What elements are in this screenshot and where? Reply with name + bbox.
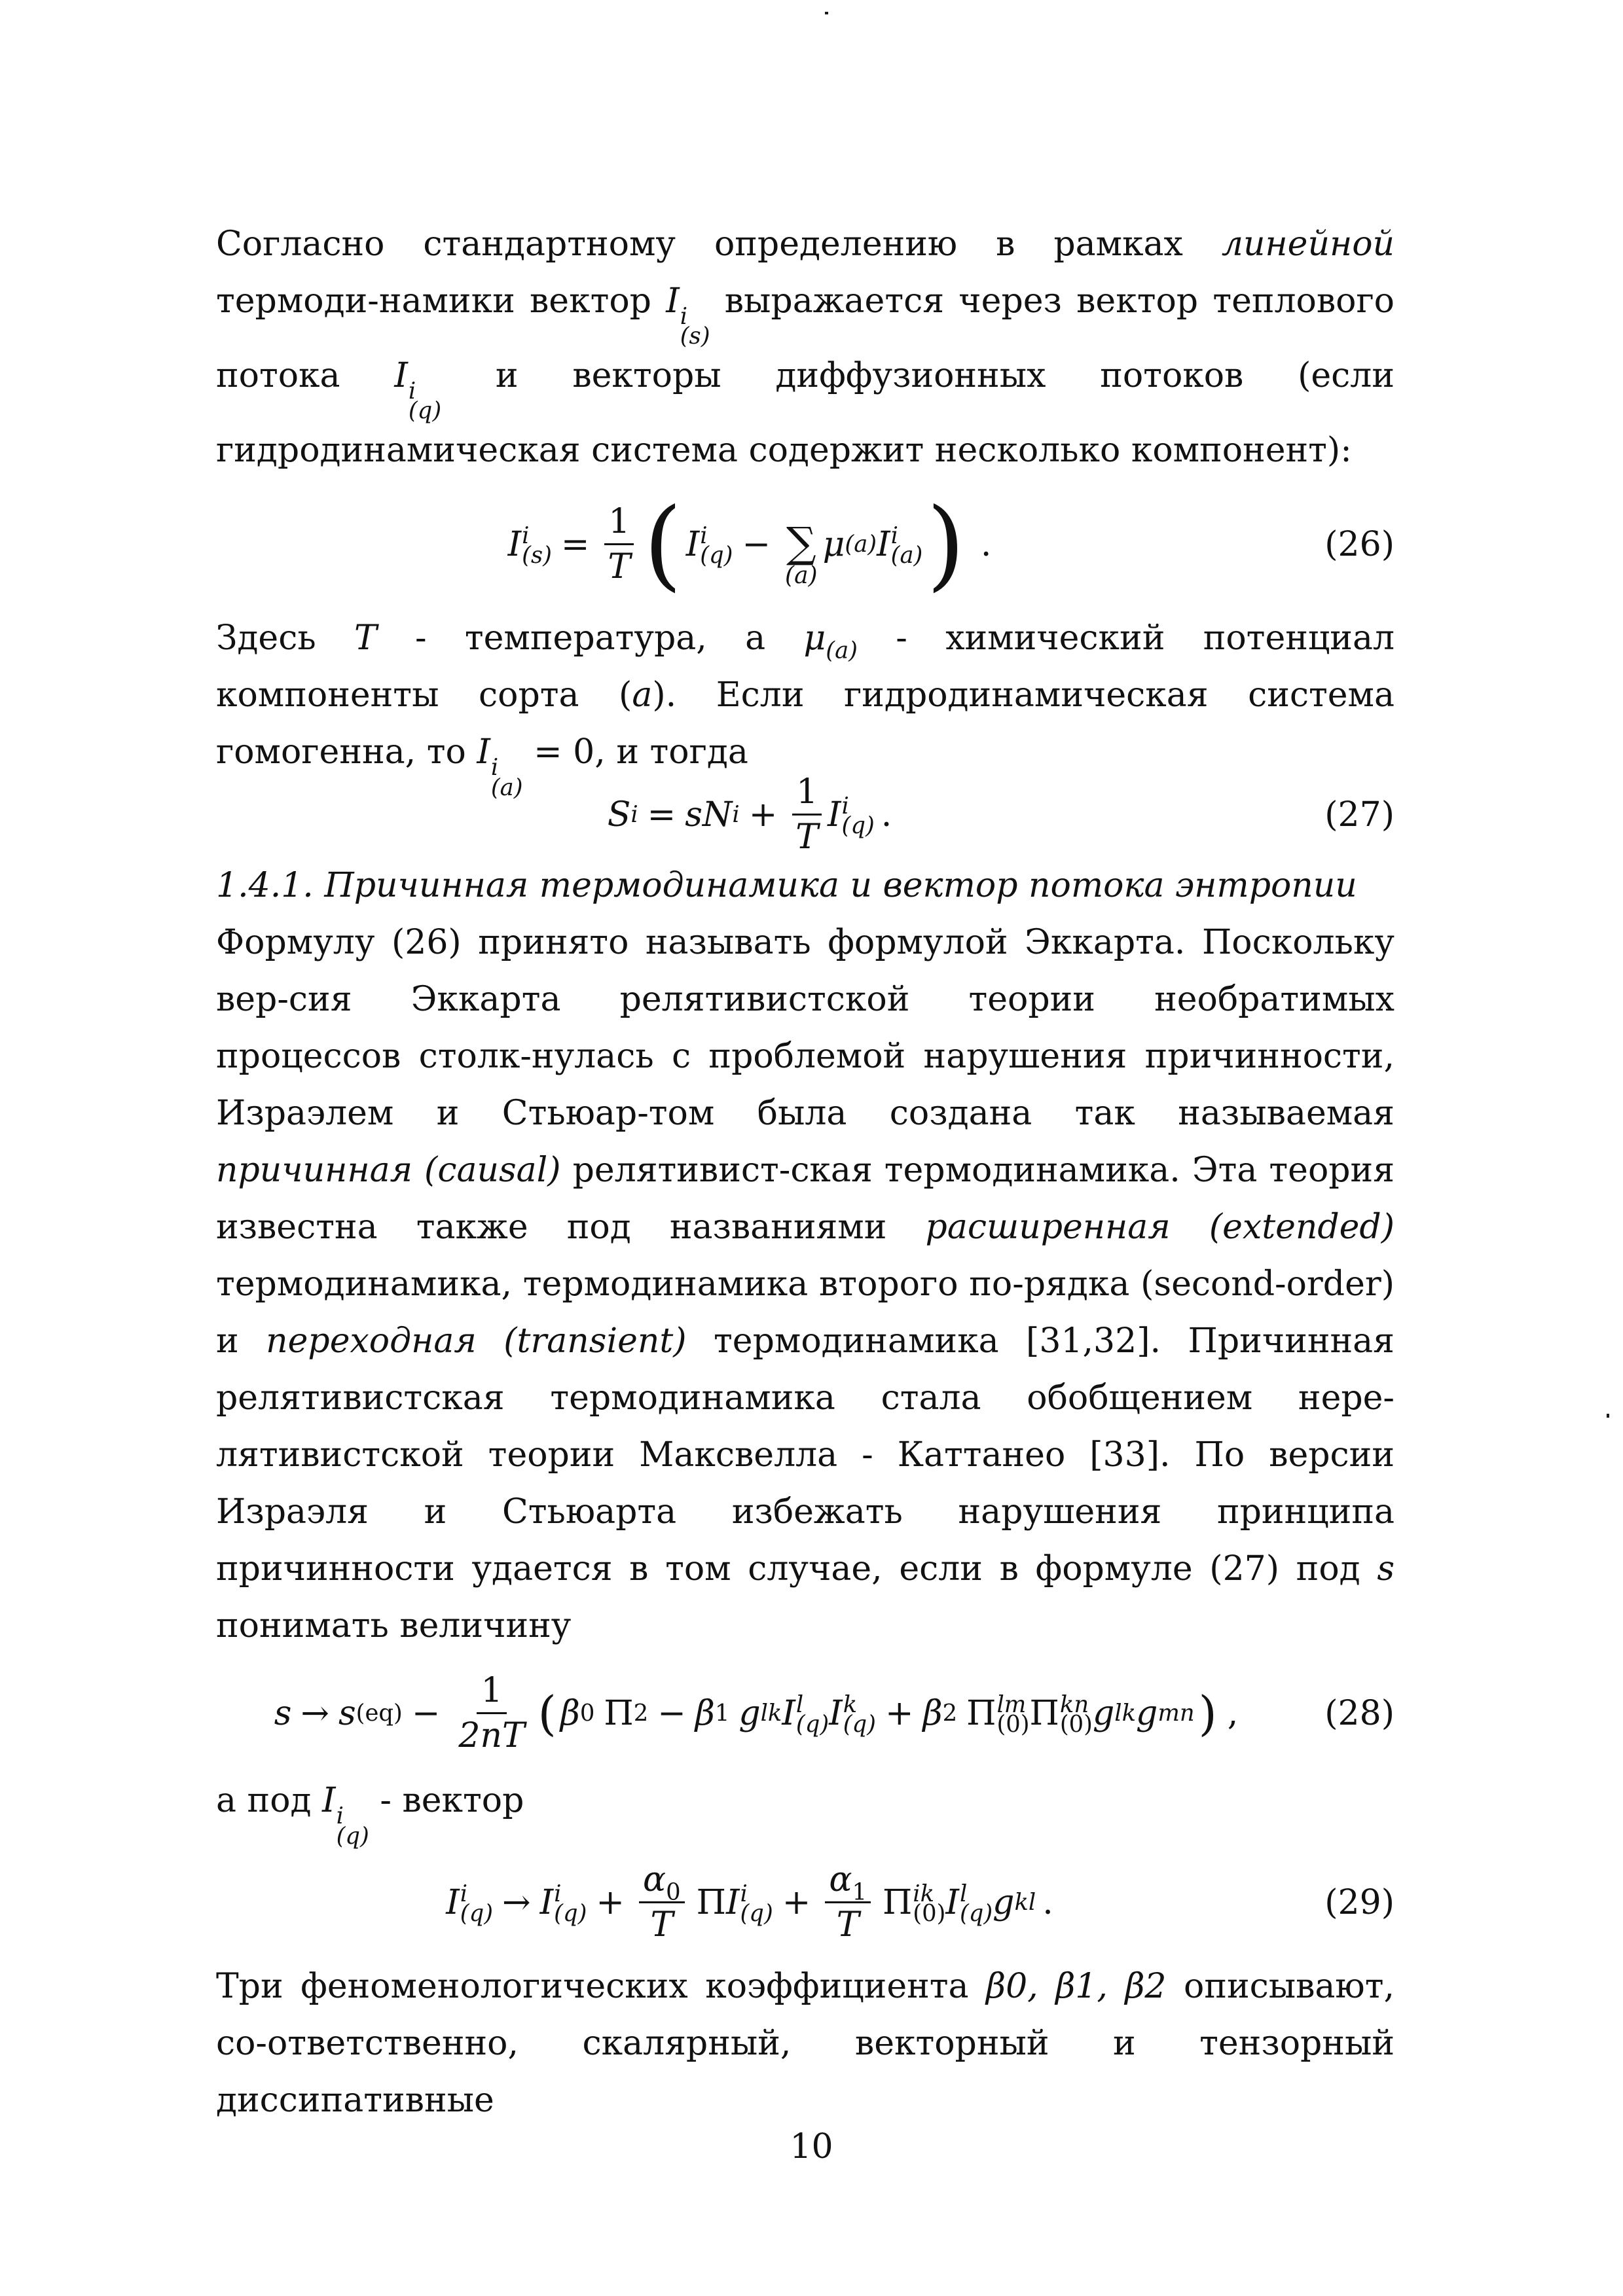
- page-content: [216, 216, 1395, 2129]
- emphasis-linear: линейной: [1221, 224, 1395, 264]
- scan-speck: [1607, 1414, 1609, 1418]
- inline-math-I-q: I i (q): [322, 1781, 369, 1850]
- equation-29: I i (q) → I i (q) + $\frac{\alpha_0}{T}$ Π I i (q) + $\frac{\alpha_1}{T}$ Π ik (0) I l (q) g kl . (29): [446, 1859, 1395, 1945]
- inline-math-mu-a: $\mu_{(a)}$: [803, 619, 858, 664]
- inline-math-I-q: I i (q): [394, 356, 442, 425]
- paragraph-3: Формулу (26) принято называть формулой Эккарта. Поскольку вер-сия Эккарта релятивистской теории необратимых процессов столк-нулась с проблемой нарушения причинности, Израэлем и Стьюар-том была создана так называемая причинная (causal) релятивист-ская термодинамика. Эта теория известна также под названиями расширенная (extended) термодинамика, термодинамика второго по-рядка (second-order) и переходная (transient) термодинамика [31,32]. Причинная релятивистская термодинамика стала обобщением нере-лятивистской теории Максвелла - Каттанео [33]. По версии Израэля и Стьюарта избежать нарушения принципа причинности удается в том случае, если в формуле (27) под s понимать величину: [216, 923, 1395, 1646]
- paragraph-2: Здесь T - температура, а $\mu_{(a)}$ - химический потенциал компоненты сорта (a). Если гидродинамическая система гомогенна, то I i (a) = 0, и тогда: [216, 619, 1395, 801]
- inline-math-betas: β0, β1, β2: [986, 1967, 1167, 2007]
- paragraph-4: а под I i (q) - вектор: [216, 1781, 524, 1850]
- section-heading: 1.4.1. Причинная термодинамика и вектор потока энтропии: [216, 866, 1357, 906]
- equation-number-27: (27): [1324, 795, 1395, 835]
- inline-math-I-s: I i (s): [666, 281, 710, 350]
- equation-number-28: (28): [1324, 1694, 1395, 1734]
- emphasis-extended: расширенная (extended): [925, 1208, 1395, 1247]
- summation: ∑ (a): [785, 519, 818, 590]
- emphasis-causal: причинная (causal): [216, 1151, 561, 1191]
- equation-number-26: (26): [1324, 525, 1395, 565]
- equation-27: S i = s N i + $\frac{1}{T}$ I i (q) . (27): [607, 772, 1395, 857]
- paragraph-1: Согласно стандартному определению в рамках линейной термоди-намики вектор I i (s) выражается через вектор теплового потока I i (q) и векторы диффузионных потоков (если гидродинамическая система содержит несколько компонент):: [216, 224, 1395, 471]
- equation-number-29: (29): [1324, 1883, 1395, 1923]
- scan-speck: [825, 12, 828, 14]
- emphasis-transient: переходная (transient): [266, 1321, 687, 1361]
- page-number: 10: [790, 2127, 833, 2166]
- paragraph-5: Три феноменологических коэффициента β0, β1, β2 описывают, со-ответственно, скалярный, векторный и тензорный диссипативные: [216, 1967, 1395, 2121]
- equation-28: s → s (eq) − $\frac{1}{2nT}$ ( β 0 Π 2 − β 1 g lk I l (q) I k (q) + β 2 Π lm (0) Π kn (0) g lk g mn ) , (28): [274, 1670, 1395, 1755]
- equation-26: I i (s) = $\frac{1}{T}$ ( I i (q) − ∑ (a) μ (a) I i (a) ) . (26): [507, 488, 1395, 602]
- inline-math-I-a: I i (a): [477, 732, 523, 801]
